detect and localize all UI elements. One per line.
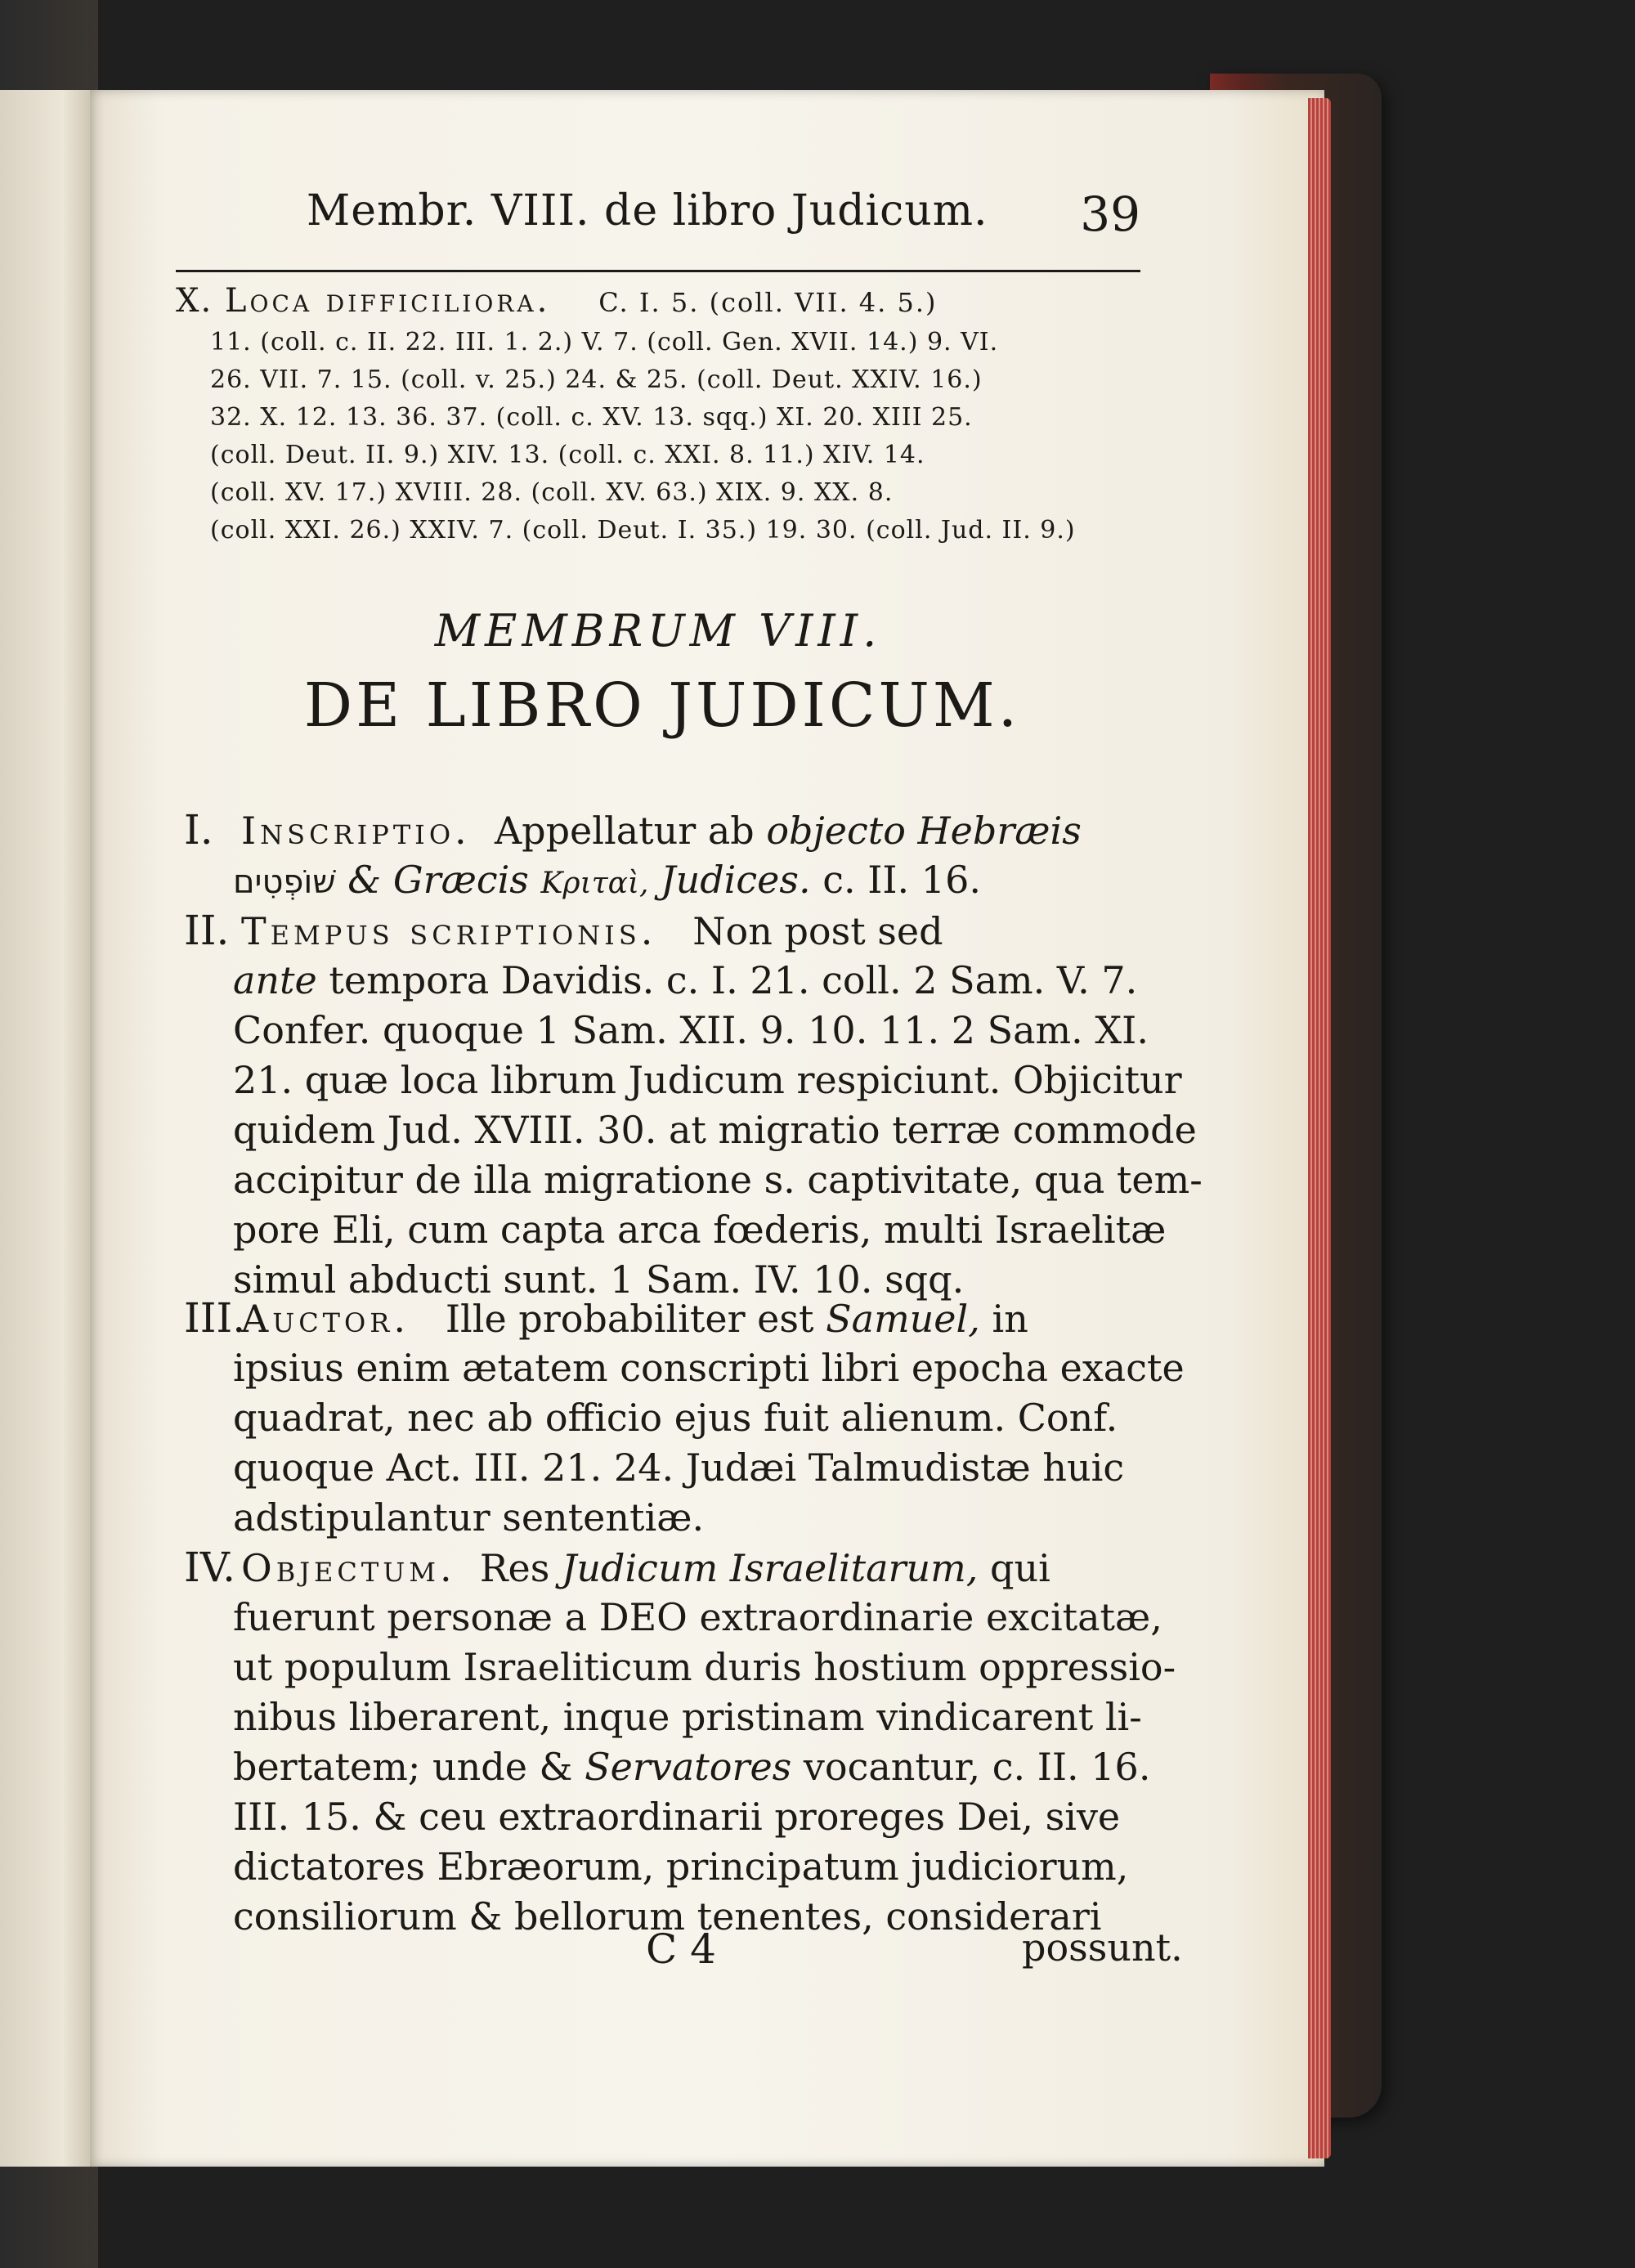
text-run: Ille probabiliter est <box>445 1297 814 1341</box>
section-line: ut populum Israeliticum duris hostium oppressio- <box>233 1645 1176 1689</box>
section-line: consiliorum & bellorum tenentes, considerari <box>233 1894 1102 1939</box>
text-run: tempora Davidis. c. I. 21. coll. 2 Sam. V. 7. <box>329 958 1138 1002</box>
section-tempus <box>184 906 1203 1305</box>
loca-first-line <box>176 282 1140 328</box>
loca-line: (coll. Deut. II. 9.) XIV. 13. (coll. c. XXI. 8. 11.) XIV. 14. <box>210 441 925 469</box>
section-heading: Objectum. <box>241 1546 456 1590</box>
loca-line: (coll. XV. 17.) XVIII. 28. (coll. XV. 63.) XIX. 9. XX. 8. <box>210 478 894 507</box>
loca-line: 26. VII. 7. 15. (coll. v. 25.) 24. & 25. (coll. Deut. XXIV. 16.) <box>210 365 983 394</box>
section-objectum <box>184 1543 1185 1942</box>
section-heading: Tempus scriptionis. <box>241 909 657 953</box>
section-line: ipsius enim ætatem conscripti libri epocha exacte <box>233 1346 1185 1390</box>
loca-heading: Loca difficiliora. <box>224 282 551 320</box>
section-line: Confer. quoque 1 Sam. XII. 9. 10. 11. 2 Sam. XI. <box>233 1008 1149 1052</box>
signature-mark: C 4 <box>646 1925 716 1973</box>
section-line: quoque Act. III. 21. 24. Judæi Talmudistæ huic <box>233 1446 1125 1490</box>
text-run: vocantur, c. II. 16. <box>803 1745 1151 1789</box>
text-run: Res <box>479 1546 550 1590</box>
section-heading: Auctor. <box>241 1297 410 1341</box>
section-line <box>184 805 1185 855</box>
italic-run: Judices. <box>661 858 811 902</box>
section-line: simul abducti sunt. 1 Sam. IV. 10. sqq. <box>233 1257 965 1302</box>
section-inscriptio <box>184 805 1185 905</box>
italic-run: objecto Hebræis <box>766 809 1082 853</box>
loca-line: 32. X. 12. 13. 36. 37. (coll. c. XV. 13. sqq.) XI. 20. XIII 25. <box>210 403 973 432</box>
loca-line: 11. (coll. c. II. 22. III. 1. 2.) V. 7. (coll. Gen. XVII. 14.) 9. VI. <box>210 328 999 356</box>
section-numeral: IV. <box>184 1544 236 1591</box>
previous-page-edge <box>0 90 90 2167</box>
section-line: accipitur de illa migratione s. captivitate, qua tem- <box>233 1158 1203 1202</box>
section-numeral: I. <box>184 806 213 854</box>
running-title: Membr. VIII. de libro Judicum. <box>307 186 988 235</box>
section-line <box>184 1742 1185 1792</box>
italic-run: Judicum Israelitarum, <box>561 1546 979 1590</box>
text-run: in <box>992 1297 1028 1341</box>
catchword: possunt. <box>1022 1925 1183 1970</box>
text-run: Appellatur ab <box>494 809 755 853</box>
page-block-edge <box>1308 98 1331 2158</box>
head-rule <box>176 270 1140 272</box>
text-run: Non post sed <box>692 909 943 953</box>
section-auctor <box>184 1293 1185 1543</box>
loca-line: C. I. 5. (coll. VII. 4. 5.) <box>598 287 938 318</box>
text-run: qui <box>990 1546 1050 1590</box>
chapter-title: DE LIBRO JUDICUM. <box>303 670 1021 741</box>
section-line: dictatores Ebræorum, principatum judiciorum, <box>233 1844 1129 1889</box>
membrum-title: MEMBRUM VIII. <box>434 605 882 657</box>
italic-run: Servatores <box>585 1745 792 1789</box>
hebrew-word: שׁוֹפְטִים <box>233 863 336 901</box>
section-line <box>184 1293 1185 1343</box>
italic-run: Samuel, <box>826 1297 980 1341</box>
section-line: quidem Jud. XVIII. 30. at migratio terræ commode <box>233 1108 1197 1152</box>
section-heading: Inscriptio. <box>241 809 471 853</box>
section-numeral: II. <box>184 907 230 954</box>
loca-line: (coll. XXI. 26.) XXIV. 7. (coll. Deut. I. 35.) 19. 30. (coll. Jud. II. 9.) <box>210 516 1076 545</box>
loca-difficiliora-block <box>176 282 1140 554</box>
running-head <box>307 186 1140 252</box>
greek-word: Κριταὶ, <box>540 867 649 900</box>
section-line: adstipulantur sententiæ. <box>233 1495 705 1540</box>
text-run: bertatem; unde & <box>233 1745 573 1789</box>
section-line: nibus liberarent, inque pristinam vindicarent li- <box>233 1695 1142 1739</box>
section-line <box>184 1543 1185 1593</box>
text-run: c. II. 16. <box>822 858 981 902</box>
section-line <box>184 906 1185 956</box>
italic-run: ante <box>233 958 317 1002</box>
loca-numeral: X. <box>176 282 213 320</box>
section-line <box>184 956 1185 1006</box>
section-line: III. 15. & ceu extraordinarii proreges Dei, sive <box>233 1795 1121 1839</box>
section-line: quadrat, nec ab officio ejus fuit alienum. Conf. <box>233 1396 1118 1440</box>
section-line: fuerunt personæ a DEO extraordinarie excitatæ, <box>233 1595 1162 1639</box>
section-numeral: III. <box>184 1294 246 1342</box>
section-line: 21. quæ loca librum Judicum respiciunt. Objicitur <box>233 1058 1182 1102</box>
italic-run: & Græcis <box>347 858 529 902</box>
page-number: 39 <box>1080 186 1140 242</box>
section-line <box>184 855 1185 905</box>
section-line: pore Eli, cum capta arca fœderis, multi Israelitæ <box>233 1208 1167 1252</box>
